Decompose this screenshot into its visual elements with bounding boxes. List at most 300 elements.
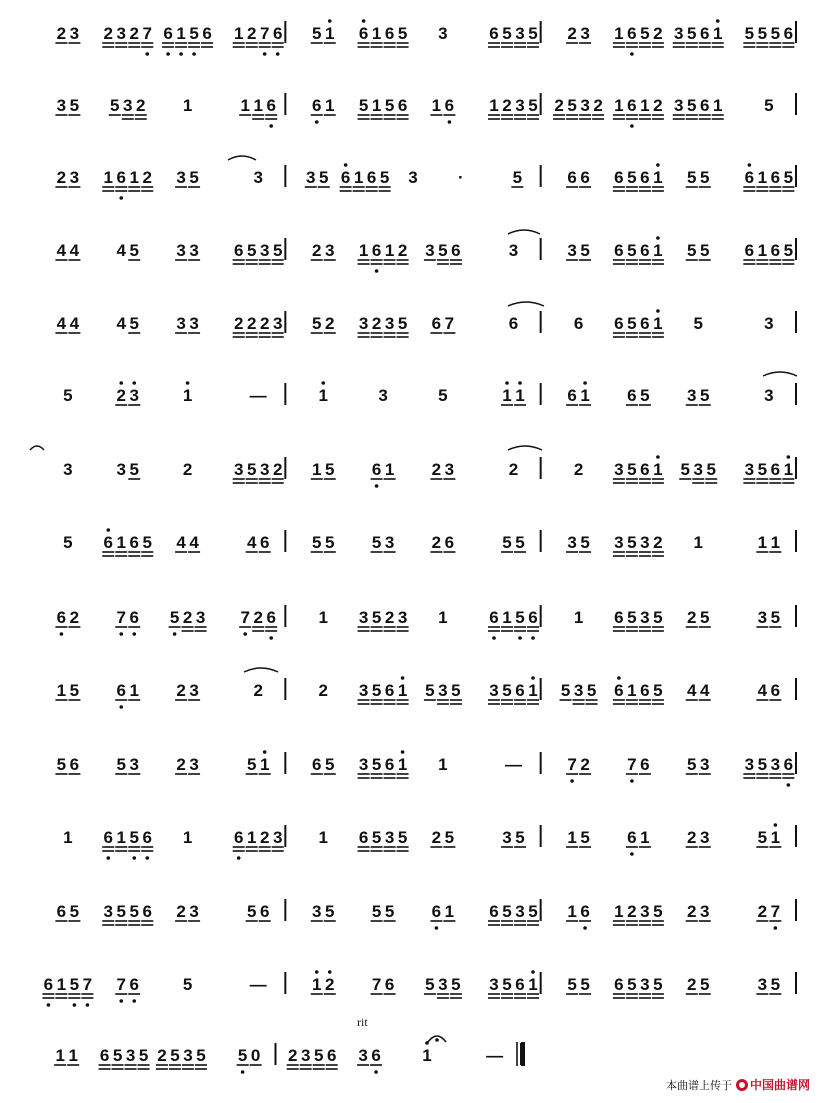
note: 3 xyxy=(502,828,512,847)
note: 1 xyxy=(757,533,768,552)
site-logo xyxy=(736,1076,810,1093)
note: 1 xyxy=(318,828,328,847)
note: 5 xyxy=(567,975,577,994)
octave-dot-low xyxy=(86,1003,90,1007)
note: 3 xyxy=(259,460,270,479)
note: 3 xyxy=(693,460,703,479)
note: 2 xyxy=(687,608,697,627)
note: 5 xyxy=(687,168,697,187)
note: 5 xyxy=(142,533,152,552)
note: 7 xyxy=(240,608,250,627)
note: 5 xyxy=(379,168,390,187)
note: 5 xyxy=(687,96,697,115)
note: 2 xyxy=(246,314,257,333)
note: 5 xyxy=(237,1046,248,1065)
note: 1 xyxy=(614,96,624,115)
note: 2 xyxy=(573,460,584,479)
note: 6 xyxy=(129,975,139,994)
note: 5 xyxy=(69,96,80,115)
note: 6 xyxy=(103,828,113,847)
note: 6 xyxy=(384,975,395,994)
note: 1 xyxy=(640,96,650,115)
note: 1 xyxy=(515,386,525,405)
note: 3 xyxy=(189,755,199,774)
note: 4 xyxy=(56,314,67,333)
note: 6 xyxy=(272,24,283,43)
note: 2 xyxy=(431,533,442,552)
note: 6 xyxy=(431,314,442,333)
note: 3 xyxy=(384,828,395,847)
note: 1 xyxy=(397,755,408,774)
octave-dot-low xyxy=(119,632,123,636)
octave-dot-low xyxy=(119,705,123,709)
note: 3 xyxy=(757,608,768,627)
note: 5 xyxy=(687,755,697,774)
note: 7 xyxy=(371,975,382,994)
note: 6 xyxy=(580,168,590,187)
note: 5 xyxy=(693,314,703,333)
note: 2 xyxy=(233,314,244,333)
octave-dot-high xyxy=(362,19,366,23)
note: 6 xyxy=(770,460,781,479)
note: 5 xyxy=(580,828,590,847)
note: 5 xyxy=(515,533,525,552)
octave-dot-low xyxy=(132,856,136,860)
note: 6 xyxy=(508,314,519,333)
octave-dot-low xyxy=(630,779,634,783)
note: 5 xyxy=(528,24,538,43)
note: 2 xyxy=(687,902,697,921)
note: 5 xyxy=(744,24,755,43)
note: 5 xyxy=(567,96,577,115)
note: 3 xyxy=(640,975,650,994)
note: 4 xyxy=(757,681,768,700)
note: 5 xyxy=(189,168,199,187)
note: 6 xyxy=(397,96,408,115)
note: 5 xyxy=(397,828,408,847)
note: 6 xyxy=(614,241,624,260)
note: 5 xyxy=(438,386,448,405)
note: 7 xyxy=(116,975,126,994)
note: 6 xyxy=(580,902,590,921)
note: 6 xyxy=(366,168,377,187)
octave-dot-low xyxy=(276,52,280,56)
note: 6 xyxy=(640,681,650,700)
tie-arc xyxy=(508,230,540,234)
note: 5 xyxy=(312,314,322,333)
note: 1 xyxy=(55,1046,65,1065)
note: 5 xyxy=(63,386,73,405)
tie-arc xyxy=(228,156,256,160)
note: 1 xyxy=(444,902,455,921)
note: 5 xyxy=(129,828,139,847)
note: 5 xyxy=(112,1046,123,1065)
octave-dot-high xyxy=(119,381,123,385)
tie-arc xyxy=(30,446,44,450)
note: 2 xyxy=(502,96,512,115)
note: 1 xyxy=(653,314,663,333)
note: 6 xyxy=(259,902,270,921)
note: 5 xyxy=(502,902,512,921)
note: 5 xyxy=(312,533,322,552)
note: 2 xyxy=(384,608,395,627)
note: 3 xyxy=(358,314,369,333)
note: 5 xyxy=(325,755,335,774)
note: 6 xyxy=(163,24,173,43)
note: 1 xyxy=(653,460,663,479)
note: 3 xyxy=(176,314,186,333)
note: 1 xyxy=(567,828,577,847)
note: 6 xyxy=(56,608,67,627)
note: 7 xyxy=(567,755,577,774)
octave-dot-low xyxy=(375,484,379,488)
octave-dot-low xyxy=(145,856,149,860)
note: 5 xyxy=(246,902,257,921)
octave-dot-low xyxy=(583,926,587,930)
note: 1 xyxy=(182,386,193,405)
note: 5 xyxy=(687,241,697,260)
note: 3 xyxy=(444,460,455,479)
fermata-dot xyxy=(435,1038,439,1042)
octave-dot-high xyxy=(132,381,136,385)
note: 1 xyxy=(56,975,67,994)
note: 6 xyxy=(567,168,577,187)
note: 1 xyxy=(489,96,499,115)
watermark-text: 本曲谱上传于 xyxy=(665,1078,732,1092)
note: 1 xyxy=(653,168,663,187)
note: 6 xyxy=(431,902,442,921)
note: 5 xyxy=(653,608,663,627)
note: 3 xyxy=(764,314,774,333)
note: 2 xyxy=(687,975,697,994)
note: 6 xyxy=(384,24,395,43)
note: 2 xyxy=(176,902,186,921)
note: 1 xyxy=(68,1046,78,1065)
note: 5 xyxy=(63,533,73,552)
note: 3 xyxy=(515,96,525,115)
note: 1 xyxy=(116,533,126,552)
note: 5 xyxy=(325,460,335,479)
note: 5 xyxy=(246,460,257,479)
note: 5 xyxy=(757,828,768,847)
note: 1 xyxy=(770,533,781,552)
note: 2 xyxy=(318,681,328,700)
note: 3 xyxy=(116,460,126,479)
note: 5 xyxy=(764,96,774,115)
note: 5 xyxy=(319,168,329,187)
note: 6 xyxy=(129,608,139,627)
note: 2 xyxy=(103,24,113,43)
note: 3 xyxy=(378,386,388,405)
note: 3 xyxy=(515,24,525,43)
note: 4 xyxy=(700,681,710,700)
octave-dot-low xyxy=(315,120,319,124)
note: 2 xyxy=(371,314,382,333)
note: 4 xyxy=(56,241,67,260)
note: 6 xyxy=(266,96,276,115)
note: 6 xyxy=(744,241,755,260)
note: — xyxy=(505,755,523,774)
octave-dot-high xyxy=(656,163,660,167)
note: 6 xyxy=(573,314,584,333)
octave-dot-high xyxy=(583,381,587,385)
note: 3 xyxy=(103,902,113,921)
note: 5 xyxy=(627,460,637,479)
note: 1 xyxy=(325,24,335,43)
note: 5 xyxy=(680,460,690,479)
note: 1 xyxy=(129,168,139,187)
note: 5 xyxy=(502,533,512,552)
note: 6 xyxy=(129,533,139,552)
note: — xyxy=(249,975,267,994)
note: 3 xyxy=(744,755,755,774)
octave-dot-low xyxy=(179,52,183,56)
octave-dot-low xyxy=(774,926,778,930)
note: 2 xyxy=(653,533,663,552)
note: 6 xyxy=(56,902,67,921)
note: 3 xyxy=(358,681,369,700)
note: 3 xyxy=(358,1046,368,1065)
octave-dot-low xyxy=(492,636,496,640)
octave-dot-high xyxy=(321,381,325,385)
note: 5 xyxy=(653,975,663,994)
note: 3 xyxy=(489,681,499,700)
note: 6 xyxy=(358,828,369,847)
note: 2 xyxy=(312,241,322,260)
rit-mark: rit xyxy=(357,1015,368,1029)
note: 4 xyxy=(116,241,126,260)
note: 5 xyxy=(110,96,120,115)
note: 3 xyxy=(176,241,186,260)
note: 6 xyxy=(371,1046,381,1065)
note: 1 xyxy=(371,24,382,43)
note: 5 xyxy=(69,681,80,700)
note: 1 xyxy=(129,681,139,700)
note: 5 xyxy=(129,902,139,921)
note: 5 xyxy=(116,755,126,774)
note: 5 xyxy=(69,975,80,994)
octave-dot-low xyxy=(132,999,136,1003)
note: 5 xyxy=(627,533,637,552)
note: 3 xyxy=(189,241,199,260)
note: 6 xyxy=(640,314,650,333)
note: 2 xyxy=(431,828,442,847)
note: 5 xyxy=(653,902,663,921)
note: 5 xyxy=(384,902,395,921)
note: 5 xyxy=(627,314,637,333)
octave-dot-high xyxy=(531,676,535,680)
note: 5 xyxy=(502,24,512,43)
note: 5 xyxy=(384,96,395,115)
note: 1 xyxy=(182,96,193,115)
note: 1 xyxy=(614,902,624,921)
note: 2 xyxy=(593,96,603,115)
note: 1 xyxy=(567,902,577,921)
note: 1 xyxy=(384,460,395,479)
note: 3 xyxy=(69,24,80,43)
note: 5 xyxy=(196,1046,206,1065)
note: 0 xyxy=(250,1046,261,1065)
note: 6 xyxy=(770,681,781,700)
octave-dot-low xyxy=(73,1003,77,1007)
note: 1 xyxy=(580,386,590,405)
octave-dot-high xyxy=(263,750,267,754)
note: 3 xyxy=(489,975,499,994)
note: 4 xyxy=(687,681,697,700)
note: 1 xyxy=(614,24,624,43)
note: 3 xyxy=(700,902,710,921)
note: 3 xyxy=(384,533,395,552)
octave-dot-high xyxy=(656,455,660,459)
note: 1 xyxy=(757,241,768,260)
note: 3 xyxy=(640,608,650,627)
note: 1 xyxy=(103,168,113,187)
note: 6 xyxy=(614,168,624,187)
note: 6 xyxy=(515,681,525,700)
note: 5 xyxy=(502,975,512,994)
note: 3 xyxy=(123,96,133,115)
note: · xyxy=(458,168,464,187)
octave-dot-low xyxy=(570,779,574,783)
note: 5 xyxy=(189,24,199,43)
note: 6 xyxy=(371,460,382,479)
note: 4 xyxy=(246,533,257,552)
note: 5 xyxy=(325,533,335,552)
tie-arc xyxy=(508,302,544,306)
note: 2 xyxy=(287,1046,298,1065)
note: 6 xyxy=(312,755,322,774)
note: 5 xyxy=(700,241,710,260)
note: 2 xyxy=(259,828,270,847)
note: 6 xyxy=(489,902,499,921)
octave-dot-low xyxy=(145,52,149,56)
note: 6 xyxy=(614,314,624,333)
note: 5 xyxy=(627,168,637,187)
note: 6 xyxy=(515,975,525,994)
note: 5 xyxy=(627,241,637,260)
note: 3 xyxy=(312,902,322,921)
note: 1 xyxy=(182,828,193,847)
note: 3 xyxy=(425,241,435,260)
octave-dot-low xyxy=(106,856,110,860)
note: 3 xyxy=(580,96,590,115)
note: 1 xyxy=(312,975,322,994)
note: 2 xyxy=(687,828,697,847)
note: 6 xyxy=(43,975,54,994)
note: 7 xyxy=(770,902,781,921)
note: 5 xyxy=(371,902,382,921)
note: 5 xyxy=(700,168,710,187)
note: 3 xyxy=(358,608,369,627)
note: 6 xyxy=(384,755,395,774)
octave-dot-low xyxy=(375,269,379,273)
note: 7 xyxy=(627,755,637,774)
note: 3 xyxy=(757,975,768,994)
note: 6 xyxy=(142,902,152,921)
note: 5 xyxy=(438,241,448,260)
note: 2 xyxy=(157,1046,167,1065)
note: 1 xyxy=(627,681,637,700)
note: 6 xyxy=(640,168,650,187)
note: 5 xyxy=(627,975,637,994)
note: 3 xyxy=(567,533,577,552)
note: 5 xyxy=(116,902,126,921)
note: 3 xyxy=(438,681,448,700)
note: 2 xyxy=(182,608,193,627)
note: 1 xyxy=(770,828,781,847)
note: 2 xyxy=(246,24,257,43)
note: 5 xyxy=(700,386,710,405)
note: 6 xyxy=(266,608,276,627)
note: 5 xyxy=(528,902,538,921)
note: 5 xyxy=(757,755,768,774)
note: 5 xyxy=(129,241,139,260)
note: 1 xyxy=(384,241,395,260)
note: 6 xyxy=(770,241,781,260)
note: 6 xyxy=(783,755,794,774)
tie-arc xyxy=(244,668,278,672)
note: 1 xyxy=(358,241,369,260)
note: 6 xyxy=(627,828,637,847)
note: 3 xyxy=(614,533,624,552)
logo-icon xyxy=(736,1079,748,1091)
octave-dot-high xyxy=(656,236,660,240)
note: 5 xyxy=(783,241,794,260)
note: 1 xyxy=(318,608,328,627)
note: 2 xyxy=(129,24,139,43)
note: 5 xyxy=(770,24,781,43)
note: 5 xyxy=(312,24,322,43)
note: 3 xyxy=(129,755,139,774)
octave-dot-high xyxy=(328,19,332,23)
note: 6 xyxy=(614,681,624,700)
note: 7 xyxy=(142,24,152,43)
note: — xyxy=(249,386,267,405)
note: 6 xyxy=(744,168,755,187)
note: 6 xyxy=(103,533,113,552)
note: 3 xyxy=(384,314,395,333)
note: 3 xyxy=(580,24,590,43)
note: 2 xyxy=(56,24,67,43)
note: 3 xyxy=(325,241,335,260)
note: 5 xyxy=(640,386,650,405)
note: 3 xyxy=(125,1046,136,1065)
note: 2 xyxy=(325,314,335,333)
note: 5 xyxy=(451,975,461,994)
note: 2 xyxy=(627,902,637,921)
note: 5 xyxy=(700,975,710,994)
note: 5 xyxy=(138,1046,149,1065)
note: 1 xyxy=(56,681,67,700)
tie-arc xyxy=(763,372,797,376)
note: 6 xyxy=(384,681,395,700)
note: 1 xyxy=(502,386,512,405)
note: 5 xyxy=(783,168,794,187)
octave-dot-low xyxy=(374,1070,378,1074)
note: 1 xyxy=(422,1046,432,1065)
note: 5 xyxy=(56,755,67,774)
note: 5 xyxy=(182,975,193,994)
note: 1 xyxy=(253,96,263,115)
note: 5 xyxy=(700,608,710,627)
note: 3 xyxy=(189,902,199,921)
note: 5 xyxy=(129,314,139,333)
note: 6 xyxy=(567,386,577,405)
note: 6 xyxy=(627,96,637,115)
note: 4 xyxy=(116,314,126,333)
note: 5 xyxy=(69,902,80,921)
note: 1 xyxy=(371,96,382,115)
